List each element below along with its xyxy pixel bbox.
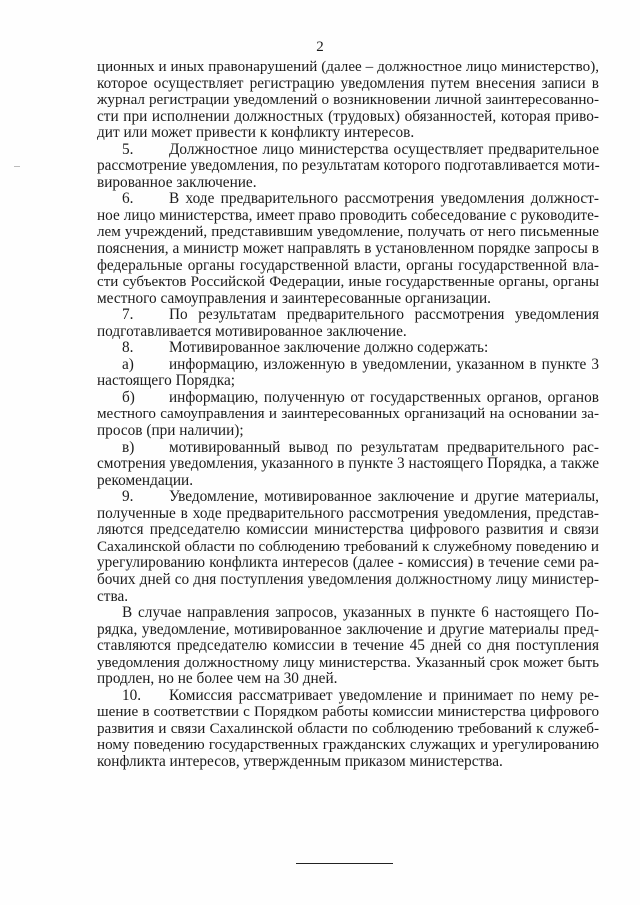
text-line: шение в соответствии с Порядком работы комиссии министерства цифрового [97, 704, 599, 721]
text-line: Сахалинской области по соблюдению требований к служебному поведению и [97, 538, 599, 555]
text-line: ставляются председателю комиссии в течение 45 дней со дня поступления [97, 637, 599, 655]
text-line: ляются председателю комиссии министерства цифрового развития и связи [97, 521, 599, 539]
text-line: лем учреждений, представившим уведомление, получать от него письменные [97, 224, 599, 241]
document-body [97, 59, 599, 771]
paragraph-9-first-line [97, 489, 599, 506]
item-number: 8. [122, 339, 134, 357]
text-line: вированное заключение. [97, 173, 257, 191]
text-line: урегулированию конфликта интересов (далее - комиссия) в течение семи ра- [97, 554, 599, 572]
subitem-a-first-line [97, 357, 599, 374]
text-line: местного самоуправления и заинтересованных организаций на основании за- [97, 406, 599, 423]
text-fragment: информацию, изложенную в уведомлении, указанном в пункте 3 [169, 355, 599, 373]
text-fragment: информацию, полученную от государственных органов, органов [169, 388, 599, 406]
subitem-b-first-line [97, 390, 599, 407]
text-line: рядка, уведомление, мотивированное заключение и другие материалы пред- [97, 620, 599, 638]
text-line: рекомендации. [97, 471, 194, 489]
text-line: развития и связи Сахалинской области по соблюдению требований к служеб- [97, 720, 599, 737]
text-line: просов (при наличии); [97, 422, 244, 440]
paragraph-10-first-line [97, 688, 599, 705]
text-line: бочих дней со дня поступления уведомления должностному лицу министер- [97, 570, 599, 588]
text-line: которое осуществляет регистрацию уведомления путем внесения записи в [97, 74, 599, 92]
text-fragment: Уведомление, мотивированное заключение и другие материалы, [169, 488, 599, 506]
text-line: федеральные органы государственной власти, органы государственной вла- [97, 256, 599, 274]
item-number: 5. [122, 140, 134, 158]
text-fragment: В ходе предварительного рассмотрения уведомления должност- [169, 190, 599, 208]
text-line: конфликта интересов, утвержденным приказом министерства. [97, 752, 503, 770]
subitem-letter: б) [122, 388, 135, 406]
text-line: местного самоуправления и заинтересованные организации. [97, 289, 491, 307]
end-separator-line [296, 863, 393, 864]
text-line: смотрения уведомления, указанного в пункте 3 настоящего Порядка, а также [97, 455, 599, 473]
text-fragment: Мотивированное заключение должно содержать: [169, 339, 489, 357]
paragraph-5-first-line [97, 142, 599, 159]
text-line: рассмотрение уведомления, по результатам которого подготавливается моти- [97, 157, 600, 175]
item-number: 7. [122, 306, 134, 324]
paragraph-8-first-line [97, 340, 599, 357]
item-number: 9. [122, 488, 134, 506]
subitem-v-first-line [97, 440, 599, 457]
text-fragment: Комиссия рассматривает уведомление и принимает по нему ре- [169, 686, 599, 704]
item-number: 6. [122, 190, 134, 208]
item-number: 10. [122, 686, 142, 704]
text-line: сти при исполнении должностных (трудовых) обязанностей, которая приво- [97, 107, 599, 125]
paragraph-6-first-line [97, 191, 599, 208]
subitem-letter: в) [122, 438, 135, 456]
text-line: подготавливается мотивированное заключение. [97, 322, 407, 340]
text-fragment: мотивированный вывод по результатам предварительного рас- [169, 438, 599, 456]
text-line: ционных и иных правонарушений (далее – должностное лицо министерство), [97, 59, 599, 75]
text-line: уведомления должностному лицу министерства. Указанный срок может быть [97, 654, 599, 671]
text-line: продлен, но не более чем на 30 дней. [97, 670, 338, 688]
text-line: ное лицо министерства, имеет право проводить собеседование с руководите- [97, 206, 599, 224]
text-line: дит или может привести к конфликту интересов. [97, 124, 415, 142]
text-line: настоящего Порядка; [97, 372, 235, 390]
page-number: 2 [316, 39, 324, 55]
text-line: ному поведению государственных гражданских служащих и урегулированию [97, 737, 599, 754]
margin-mark [14, 166, 20, 167]
text-line: ства. [97, 587, 129, 605]
text-line: пояснения, а министр может направлять в установленном порядке запросы в [97, 240, 599, 258]
text-line: сти субъектов Российской Федерации, иные государственные органы, органы [97, 274, 599, 291]
paragraph-first-line: В случае направления запросов, указанных в пункте 6 настоящего По- [122, 604, 599, 622]
text-line: журнал регистрации уведомлений о возникновении личной заинтересованно- [97, 92, 599, 109]
paragraph-7-first-line [97, 307, 599, 324]
subitem-letter: а) [122, 355, 134, 373]
text-fragment: По результатам предварительного рассмотрения уведомления [169, 306, 599, 324]
text-line: полученные в ходе предварительного рассмотрения уведомления, представ- [97, 504, 599, 522]
text-fragment: Должностное лицо министерства осуществляет предварительное [169, 140, 599, 158]
